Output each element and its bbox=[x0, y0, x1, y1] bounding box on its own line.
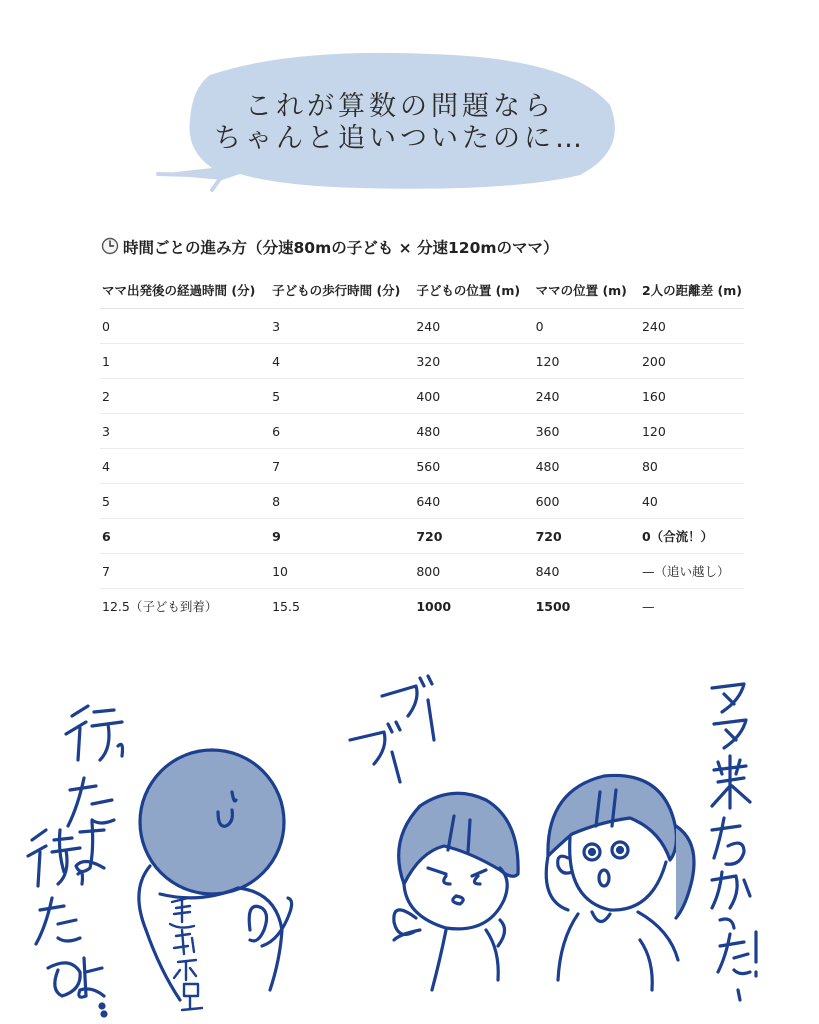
middle-character-pouting-girl bbox=[394, 793, 518, 990]
table-row-arrival bbox=[100, 589, 744, 624]
header-child-walk-time: 子どもの歩行時間 (分) bbox=[270, 272, 414, 309]
cell-child-walk-time: 5 bbox=[270, 379, 414, 414]
cell-distance-gap: — bbox=[641, 598, 655, 614]
header-elapsed-time: ママ出発後の経過時間 (分) bbox=[100, 272, 270, 309]
clock-icon bbox=[101, 237, 119, 255]
cell-child-walk-time: 6 bbox=[270, 414, 414, 449]
table-header-row bbox=[100, 272, 744, 309]
cell-child-position: 480 bbox=[414, 414, 533, 449]
header-distance-gap: 2人の距離差 (m) bbox=[640, 272, 744, 309]
cell-distance-gap: 40 bbox=[640, 484, 744, 519]
cell-child-walk-time: 7 bbox=[270, 449, 414, 484]
cell-elapsed-time: 6 bbox=[100, 519, 270, 554]
cell-mom-position: 120 bbox=[534, 344, 640, 379]
cell-child-position: 640 bbox=[414, 484, 533, 519]
left-handwritten-caption bbox=[0, 640, 123, 1016]
cell-mom-position: 480 bbox=[534, 449, 640, 484]
cell-elapsed-time: 7 bbox=[100, 554, 270, 589]
header-mom-position: ママの位置 (m) bbox=[534, 272, 640, 309]
cell-elapsed-time: 4 bbox=[100, 449, 270, 484]
cell-child-walk-time: 4 bbox=[270, 344, 414, 379]
cell-child-position: 1000 bbox=[416, 598, 452, 614]
table-row bbox=[100, 554, 744, 589]
cell-child-walk-time: 10 bbox=[270, 554, 414, 589]
cell-elapsed-time: 12.5（子ども到着） bbox=[102, 599, 218, 614]
speech-bubble-line-1: これが算数の問題なら bbox=[245, 91, 555, 122]
cell-mom-position: 0 bbox=[534, 309, 640, 344]
cell-child-position: 720 bbox=[414, 519, 533, 554]
left-character-back-view bbox=[0, 640, 292, 1010]
table-row bbox=[100, 344, 744, 379]
cell-distance-gap: 240 bbox=[640, 309, 744, 344]
cell-child-walk-time: 15.5 bbox=[272, 598, 300, 614]
cell-child-position: 320 bbox=[414, 344, 533, 379]
cell-mom-position: 600 bbox=[534, 484, 640, 519]
cell-mom-position: 840 bbox=[534, 554, 640, 589]
cell-distance-gap: 160 bbox=[640, 379, 744, 414]
cell-child-position: 800 bbox=[414, 554, 533, 589]
table-row bbox=[100, 414, 744, 449]
cell-child-position: 400 bbox=[414, 379, 533, 414]
right-character-surprised-girl bbox=[546, 775, 694, 990]
table-row bbox=[100, 484, 744, 519]
header-child-position: 子どもの位置 (m) bbox=[414, 272, 533, 309]
cell-mom-position: 1500 bbox=[535, 598, 571, 614]
cell-distance-gap: 200 bbox=[640, 344, 744, 379]
cell-distance-gap: —（追い越し） bbox=[640, 554, 744, 589]
cell-child-walk-time: 8 bbox=[270, 484, 414, 519]
cell-mom-position: 360 bbox=[534, 414, 640, 449]
cell-elapsed-time: 0 bbox=[100, 309, 270, 344]
cell-elapsed-time: 2 bbox=[100, 379, 270, 414]
cell-distance-gap: 0（合流！） bbox=[640, 519, 744, 554]
table-row-meeting-point bbox=[100, 519, 744, 554]
cell-child-walk-time: 9 bbox=[270, 519, 414, 554]
cell-child-position: 560 bbox=[414, 449, 533, 484]
cell-mom-position: 240 bbox=[534, 379, 640, 414]
cell-elapsed-time: 1 bbox=[100, 344, 270, 379]
cell-child-position: 240 bbox=[414, 309, 533, 344]
cell-elapsed-time: 5 bbox=[100, 484, 270, 519]
table-body bbox=[100, 309, 744, 624]
cell-distance-gap: 80 bbox=[640, 449, 744, 484]
table-row bbox=[100, 379, 744, 414]
table-row bbox=[100, 309, 744, 344]
cell-mom-position: 720 bbox=[534, 519, 640, 554]
speech-bubble-tail-stroke bbox=[158, 174, 222, 190]
cell-child-walk-time: 3 bbox=[270, 309, 414, 344]
speech-bubble-line-2: ちゃんと追いついたのに… bbox=[214, 123, 586, 154]
cell-elapsed-time: 3 bbox=[100, 414, 270, 449]
cell-distance-gap: 120 bbox=[640, 414, 744, 449]
table-title: 時間ごとの進み方（分速80mの子ども × 分速120mのママ） bbox=[123, 239, 559, 257]
progress-table bbox=[100, 272, 744, 623]
manga-illustration bbox=[0, 640, 819, 1024]
table-row bbox=[100, 449, 744, 484]
